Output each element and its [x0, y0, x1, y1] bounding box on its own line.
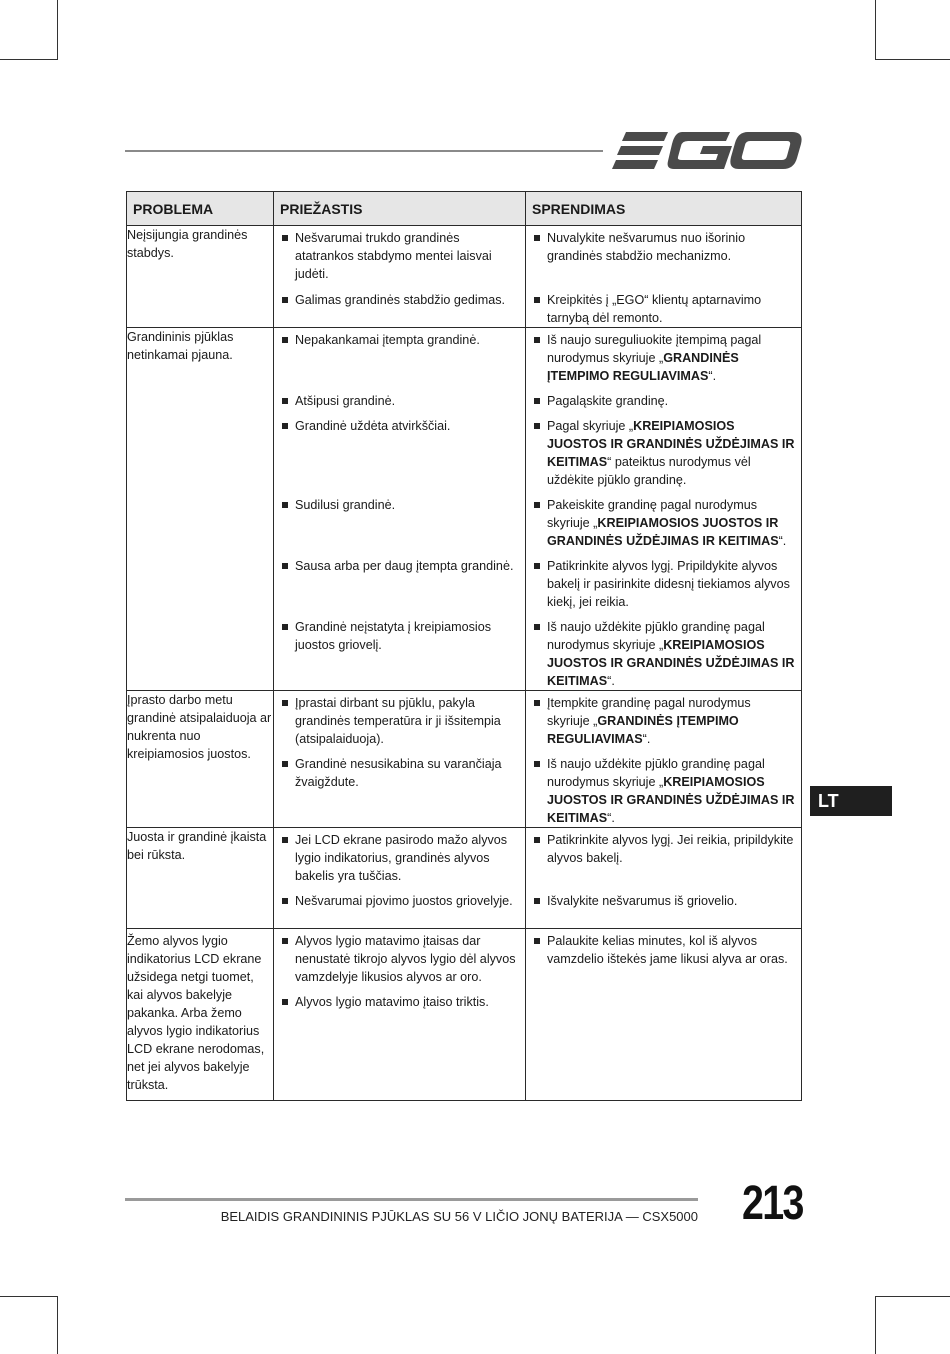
troubleshooting-table: [126, 191, 802, 1101]
crop-mark: [875, 0, 876, 60]
solution-item: Iš naujo uždėkite pjūklo grandinę pagal nurodymus skyriuje „KREIPIAMOSIOS JUOSTOS IR GRANDINĖS UŽDĖJIMAS IR KEITIMAS“.: [526, 618, 801, 690]
solution-item: Pakeiskite grandinę pagal nurodymus skyriuje „KREIPIAMOSIOS JUOSTOS IR GRANDINĖS UŽDĖJIMAS IR KEITIMAS“.: [526, 496, 801, 550]
page-number: 213: [742, 1177, 803, 1230]
cause-cell: [274, 691, 526, 828]
footer-rule: [125, 1198, 698, 1201]
solution-item: Pagaląskite grandinę.: [526, 392, 801, 410]
solution-item: Patikrinkite alyvos lygį. Jei reikia, pripildykite alyvos bakelį.: [526, 831, 801, 885]
table-row: [127, 226, 802, 328]
cause-item: Jei LCD ekrane pasirodo mažo alyvos lygio indikatorius, grandinės alyvos bakelis yra tuščias.: [274, 831, 525, 885]
column-header-problem: PROBLEMA: [127, 192, 274, 226]
solution-cell: [526, 828, 802, 929]
cause-item: Alyvos lygio matavimo įtaiso triktis.: [274, 993, 525, 1011]
table-row: [127, 828, 802, 929]
column-header-solution: SPRENDIMAS: [526, 192, 802, 226]
solution-item: Pagal skyriuje „KREIPIAMOSIOS JUOSTOS IR GRANDINĖS UŽDĖJIMAS IR KEITIMAS“ pateiktus nurodymus vėl uždėkite pjūklo grandinę.: [526, 417, 801, 489]
crop-mark: [0, 1296, 58, 1297]
problem-cell: Grandininis pjūklas netinkamai pjauna.: [127, 328, 274, 691]
table-row: [127, 691, 802, 828]
solution-cell: [526, 929, 802, 1101]
solution-item: Nuvalykite nešvarumus nuo išorinio grandinės stabdžio mechanizmo.: [526, 229, 801, 283]
cause-cell: [274, 328, 526, 691]
cause-cell: [274, 929, 526, 1101]
column-header-cause: PRIEŽASTIS: [274, 192, 526, 226]
solution-item: Iš naujo uždėkite pjūklo grandinę pagal nurodymus skyriuje „KREIPIAMOSIOS JUOSTOS IR GRANDINĖS UŽDĖJIMAS IR KEITIMAS“.: [526, 755, 801, 827]
ego-logo: [612, 124, 802, 178]
crop-mark: [57, 0, 58, 60]
solution-item: Iš naujo sureguliuokite įtempimą pagal nurodymus skyriuje „GRANDINĖS ĮTEMPIMO REGULIAVIMAS“.: [526, 331, 801, 385]
problem-cell: Žemo alyvos lygio indikatorius LCD ekrane užsidega netgi tuomet, kai alyvos bakelyje pakanka. Arba žemo alyvos lygio indikatorius LCD ekrane nerodomas, net jei alyvos bakelyje trūksta.: [127, 929, 274, 1101]
cause-cell: [274, 828, 526, 929]
cause-item: Nepakankamai įtempta grandinė.: [274, 331, 525, 385]
solution-item: Įtempkite grandinę pagal nurodymus skyriuje „GRANDINĖS ĮTEMPIMO REGULIAVIMAS“.: [526, 694, 801, 748]
cause-item: Sudilusi grandinė.: [274, 496, 525, 550]
problem-cell: Įprasto darbo metu grandinė atsipalaiduoja ar nukrenta nuo kreipiamosios juostos.: [127, 691, 274, 828]
solution-item: Išvalykite nešvarumus iš griovelio.: [526, 892, 801, 928]
solution-item: Palaukite kelias minutes, kol iš alyvos vamzdelio ištekės jame likusi alyva ar oras.: [526, 932, 801, 968]
cause-item: Grandinė neįstatyta į kreipiamosios juostos griovelį.: [274, 618, 525, 690]
solution-item: Kreipkitės į „EGO“ klientų aptarnavimo tarnybą dėl remonto.: [526, 291, 801, 327]
language-tab: LT: [810, 786, 892, 816]
problem-cell: Neįsijungia grandinės stabdys.: [127, 226, 274, 328]
cause-cell: [274, 226, 526, 328]
solution-cell: [526, 226, 802, 328]
solution-cell: [526, 328, 802, 691]
cause-item: Alyvos lygio matavimo įtaisas dar nenustatė tikrojo alyvos lygio dėl alyvos vamzdelyje likusios alyvos ar oro.: [274, 932, 525, 986]
table-row: [127, 328, 802, 691]
solution-cell: [526, 691, 802, 828]
cause-item: Nešvarumai pjovimo juostos griovelyje.: [274, 892, 525, 928]
cause-item: Grandinė uždėta atvirkščiai.: [274, 417, 525, 489]
cause-item: Įprastai dirbant su pjūklu, pakyla grandinės temperatūra ir ji išsitempia (atsipalaiduoja).: [274, 694, 525, 748]
solution-item: Patikrinkite alyvos lygį. Pripildykite alyvos bakelį ir pasirinkite didesnį tiekiamos alyvos kiekį, jei reikia.: [526, 557, 801, 611]
cause-item: Atšipusi grandinė.: [274, 392, 525, 410]
problem-cell: Juosta ir grandinė įkaista bei rūksta.: [127, 828, 274, 929]
crop-mark: [875, 1296, 950, 1297]
cause-item: Nešvarumai trukdo grandinės atatrankos stabdymo mentei laisvai judėti.: [274, 229, 525, 283]
cause-item: Galimas grandinės stabdžio gedimas.: [274, 291, 525, 327]
table-row: [127, 929, 802, 1101]
cause-item: Grandinė nesusikabina su varančiaja žvaigždute.: [274, 755, 525, 827]
crop-mark: [57, 1296, 58, 1354]
crop-mark: [0, 59, 58, 60]
crop-mark: [875, 1296, 876, 1354]
cause-item: Sausa arba per daug įtempta grandinė.: [274, 557, 525, 611]
footer-title: BELAIDIS GRANDININIS PJŪKLAS SU 56 V LIČIO JONŲ BATERIJA — CSX5000: [220, 1209, 698, 1224]
table-header-row: [127, 192, 802, 226]
crop-mark: [875, 59, 950, 60]
header-rule: [125, 150, 603, 152]
